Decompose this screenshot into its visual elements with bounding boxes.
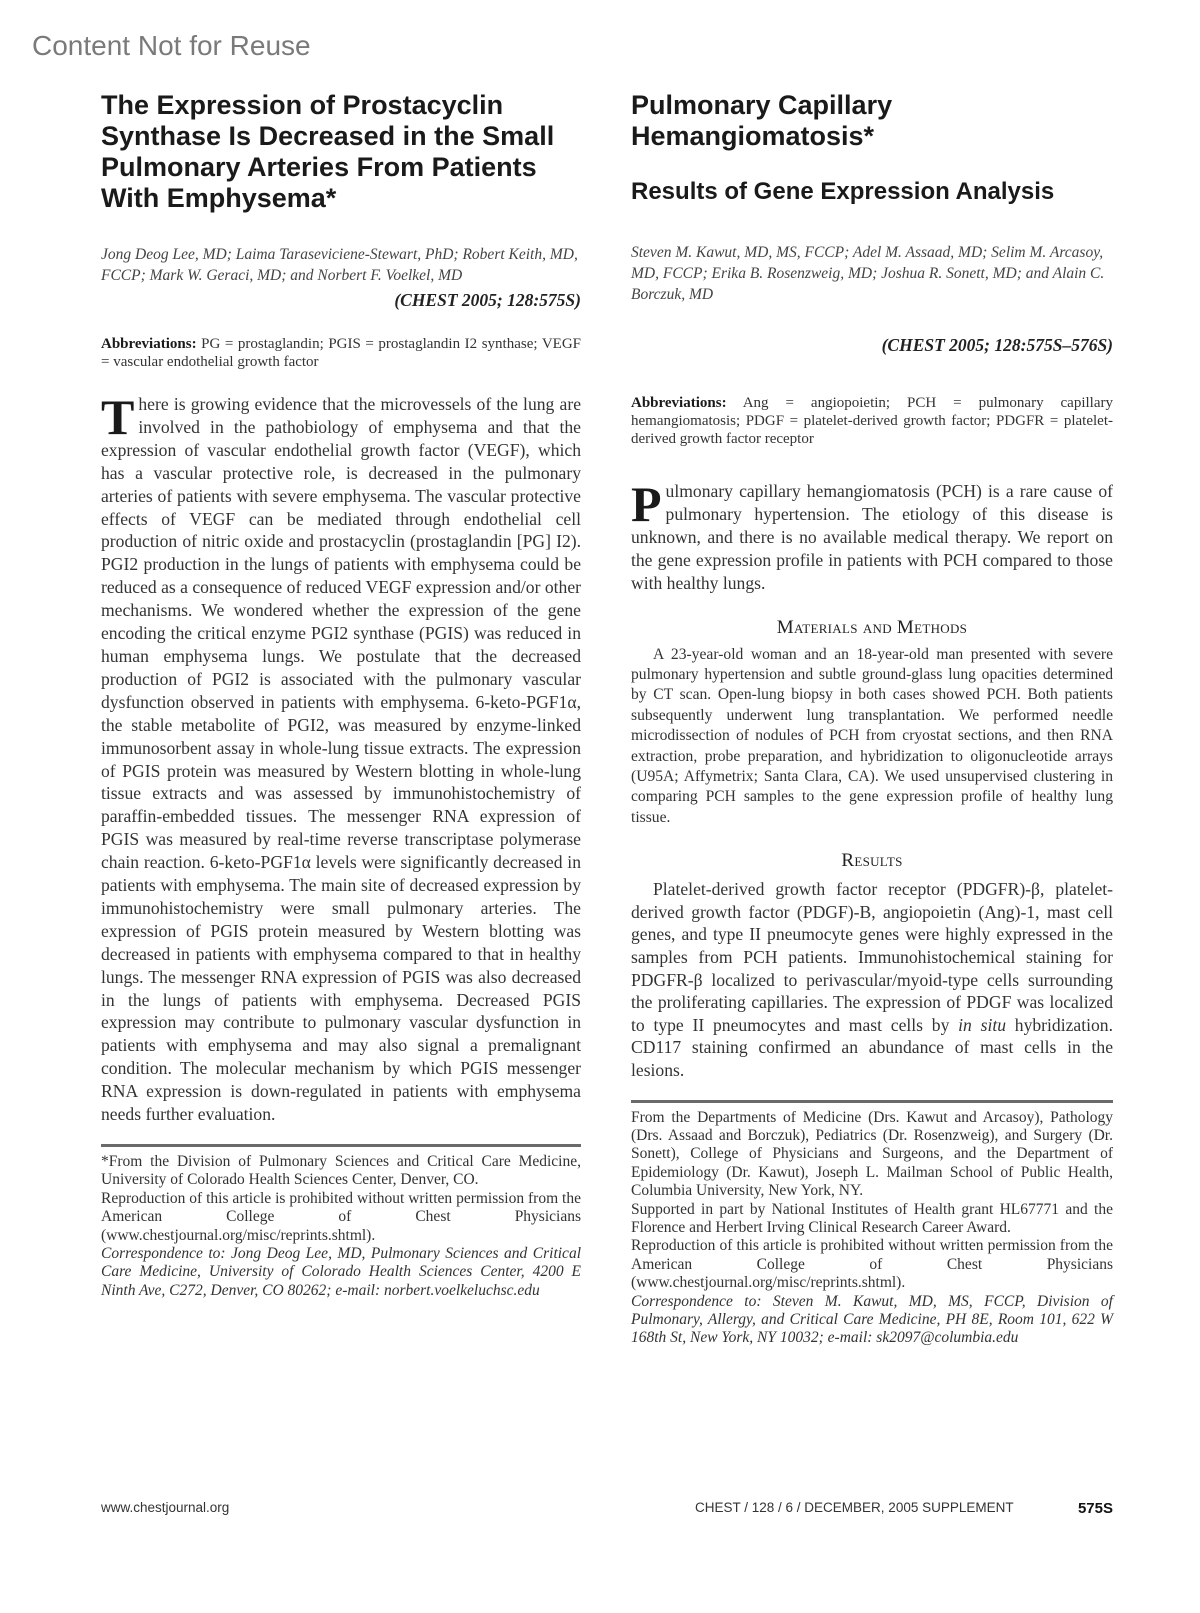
right-article-subtitle: Results of Gene Expression Analysis [631, 178, 1055, 205]
left-article-title: The Expression of Prostacyclin Synthase Is Decreased in the Small Pulmonary Arteries From Patients With Emphysema* [101, 90, 555, 213]
left-article-abbreviations [101, 335, 581, 371]
results-text: hybridization. CD117 staining confirmed an abundance of mast cells in the lesions. [631, 1014, 1113, 1080]
footnote-divider [101, 1144, 581, 1147]
page-number: 575S [1077, 1500, 1113, 1517]
journal-issue: CHEST / 128 / 6 / DECEMBER, 2005 SUPPLEMENT [695, 1500, 1014, 1515]
footnote-support: Supported in part by National Institutes of Health grant HL67771 and the Florence and Herbert Irving Clinical Research Career Award. [631, 1200, 1113, 1236]
abbreviations-text: Ang = angiopoietin; PCH = pulmonary capillary hemangiomatosis; PDGF = platelet-derived growth factor; PDGFR = platelet-derived growth factor receptor [631, 395, 1113, 447]
results-text: Platelet-derived growth factor receptor (PDGFR)-β, platelet-derived growth factor (PDGF)-B, angiopoietin (Ang)-1, mast cell genes, and type II pneumocyte genes were highly expressed in the samples from PCH patients. Immunohistochemical staining for PDGFR-β localized to perivascular/myoid-type cells surrounding the proliferating capillaries. The expression of PDGF was localized to type II pneumocytes and mast cells by [631, 879, 1113, 1035]
abbreviations-label: Abbreviations: [631, 395, 727, 411]
right-article [631, 90, 1113, 1348]
right-article-title: Pulmonary Capillary Hemangiomatosis* [631, 90, 893, 151]
abbreviations-label: Abbreviations: [101, 336, 197, 352]
footnote-divider [631, 1100, 1113, 1103]
dropcap: T [101, 389, 135, 445]
right-article-citation: (CHEST 2005; 128:575S–576S) [881, 335, 1113, 355]
footnote-correspondence: Correspondence to: Steven M. Kawut, MD, MS, FCCP, Division of Pulmonary, Allergy, and Critical Care Medicine, PH 8E, Room 101, 622 W 168th St, New York, NY 10032; e-mail: sk2097@columbia.edu [631, 1292, 1113, 1347]
footnote-reproduction: Reproduction of this article is prohibited without written permission from the American College of Chest Physicians (www.chestjournal.org/misc/reprints.shtml). [631, 1237, 1113, 1292]
results-heading: Results [841, 850, 903, 872]
dropcap: P [631, 476, 662, 532]
footnote-affiliation: *From the Division of Pulmonary Sciences and Critical Care Medicine, University of Colorado Health Sciences Center, Denver, CO. [101, 1153, 581, 1189]
footer-journal-info [695, 1500, 1113, 1517]
left-article-footnotes [101, 1153, 581, 1300]
footnote-correspondence: Correspondence to: Jong Deog Lee, MD, Pulmonary Sciences and Critical Care Medicine, University of Colorado Health Sciences Center, 4200 E Ninth Ave, C272, Denver, CO 80262; e-mail: norbert.voelkeluchsc.edu [101, 1245, 581, 1299]
results-paragraph [631, 878, 1113, 1081]
methods-paragraph: A 23-year-old woman and an 18-year-old man presented with severe pulmonary hypertension and subtle ground-glass lung opacities determined by CT scan. Open-lung biopsy in both cases showed PCH. Both patients subsequently underwent lung transplantation. We performed needle microdissection of nodules of PCH from cryostat sections, and then RNA extraction, probe preparation, and hybridization to oligonucleotide arrays (U95A; Affymetrix; Santa Clara, CA). We used unsupervised clustering in comparing PCH samples to the gene expression profile of healthy lung tissue. [631, 645, 1113, 826]
footnote-reproduction: Reproduction of this article is prohibited without written permission from the American College of Chest Physicians (www.chestjournal.org/misc/reprints.shtml). [101, 1189, 581, 1244]
watermark: Content Not for Reuse [32, 30, 311, 61]
right-article-intro [631, 476, 1113, 595]
footer-website: www.chestjournal.org [101, 1500, 230, 1515]
results-italic-term: in situ [958, 1014, 1007, 1035]
right-article-abbreviations [631, 394, 1113, 448]
left-article-body [101, 389, 581, 1126]
left-article-authors: Jong Deog Lee, MD; Laima Taraseviciene-Stewart, PhD; Robert Keith, MD, FCCP; Mark W. Geraci, MD; and Norbert F. Voelkel, MD [101, 246, 578, 284]
body-paragraph: here is growing evidence that the microvessels of the lung are involved in the pathobiology of emphysema and that the expression of vascular endothelial growth factor (VEGF), which has a vascular protective role, is decreased in the pulmonary arteries of patients with severe emphysema. The vascular protective effects of VEGF can be mediated through endothelial cell production of nitric oxide and prostacyclin (prostaglandin [PG] I2). PGI2 production in the lungs of patients with emphysema could be reduced as a consequence of reduced VEGF expression and/or other mechanisms. We wondered whether the expression of the gene encoding the critical enzyme PGI2 synthase (PGIS) was reduced in human emphysema lungs. We postulate that the decreased production of PGI2 is associated with the pulmonary vascular dysfunction observed in patients with emphysema. 6-keto-PGF1α, the stable metabolite of PGI2, was measured by enzyme-linked immunosorbent assay in whole-lung tissue extracts. The expression of PGIS protein was measured by Western blotting in whole-lung tissue extracts and was assessed by immunohistochemistry of paraffin-embedded tissues. The messenger RNA expression of PGIS was measured by real-time reverse transcriptase polymerase chain reaction. 6-keto-PGF1α levels were significantly decreased in patients with emphysema. The main site of decreased expression by immunohistochemistry were small pulmonary arteries. The expression of PGIS protein measured by Western blotting was decreased in patients with emphysema compared to that in healthy lungs. The messenger RNA expression of PGIS was also decreased in the lungs of patients with emphysema. Decreased PGIS expression may contribute to pulmonary vascular dysfunction in patients with emphysema and may also signal a premalignant condition. The molecular mechanism by which PGIS messenger RNA expression is down-regulated in patients with emphysema needs further evaluation. [101, 394, 581, 1125]
left-article-citation: (CHEST 2005; 128:575S) [394, 290, 581, 310]
abbreviations-text: PG = prostaglandin; PGIS = prostaglandin I2 synthase; VEGF = vascular endothelial growth factor [101, 336, 582, 370]
intro-paragraph: ulmonary capillary hemangiomatosis (PCH) is a rare cause of pulmonary hypertension. The etiology of this disease is unknown, and there is no available medical therapy. We report on the gene expression profile in patients with PCH compared to those with healthy lungs. [631, 481, 1113, 593]
footnote-affiliation: From the Departments of Medicine (Drs. Kawut and Arcasoy), Pathology (Drs. Assaad and Borczuk), Pediatrics (Dr. Rosenzweig), and Surgery (Dr. Sonett), College of Physicians and Surgeons, and the Department of Epidemiology (Dr. Kawut), Joseph L. Mailman School of Public Health, Columbia University, New York, NY. [631, 1108, 1113, 1200]
methods-heading: Materials and Methods [776, 616, 968, 638]
right-article-authors: Steven M. Kawut, MD, MS, FCCP; Adel M. Assaad, MD; Selim M. Arcasoy, MD, FCCP; Erika B. Rosenzweig, MD; Joshua R. Sonett, MD; and Alain C. Borczuk, MD [631, 244, 1105, 303]
left-article [101, 90, 581, 1300]
right-article-footnotes [631, 1109, 1113, 1348]
